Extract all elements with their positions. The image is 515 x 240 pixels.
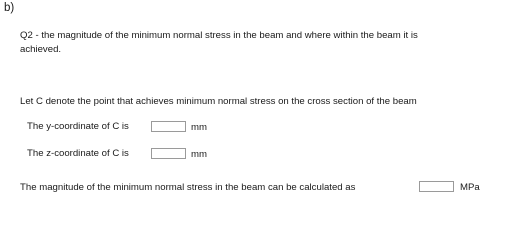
question-text-line-1: Q2 - the magnitude of the minimum normal stress in the beam and where within the beam it is	[20, 30, 418, 41]
min-stress-unit: MPa	[460, 182, 480, 193]
z-coordinate-unit: mm	[191, 149, 207, 160]
z-coordinate-input[interactable]	[151, 148, 186, 159]
min-stress-label: The magnitude of the minimum normal stress in the beam can be calculated as	[20, 182, 356, 193]
y-coordinate-unit: mm	[191, 122, 207, 133]
intro-text: Let C denote the point that achieves minimum normal stress on the cross section of the beam	[20, 96, 417, 107]
y-coordinate-input[interactable]	[151, 121, 186, 132]
min-stress-input[interactable]	[419, 181, 454, 192]
part-label: b)	[4, 2, 15, 14]
question-text-line-2: achieved.	[20, 44, 62, 55]
y-coordinate-label: The y-coordinate of C is	[27, 121, 129, 132]
z-coordinate-label: The z-coordinate of C is	[27, 148, 129, 159]
